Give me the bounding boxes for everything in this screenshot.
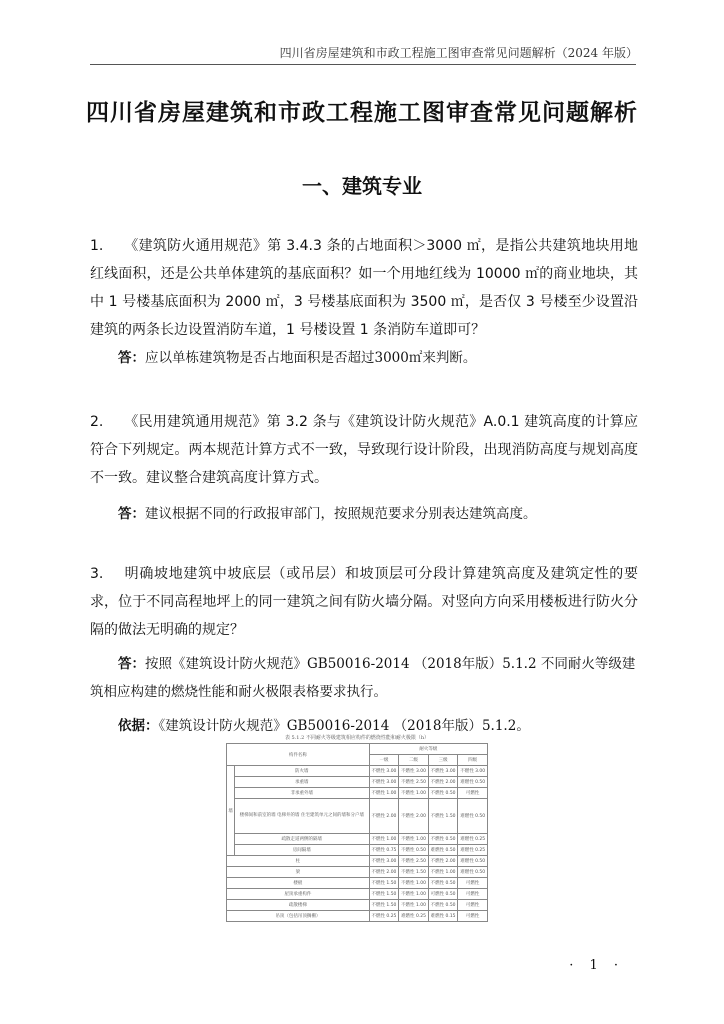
table-cell: 难燃性 0.50 (458, 799, 488, 834)
table-cell: 可燃性 (458, 788, 488, 799)
table-cell: 不燃性 1.00 (369, 788, 399, 799)
table-grade-3: 三级 (428, 755, 458, 766)
document-title: 四川省房屋建筑和市政工程施工图审查常见问题解析 (86, 100, 638, 126)
table-cell: 可燃性 (458, 900, 488, 911)
table-head-grade: 耐火等级 (369, 744, 487, 755)
table-cell: 难燃性 0.50 (458, 777, 488, 788)
table-cell: 不燃性 0.50 (428, 834, 458, 845)
table-cell: 不燃性 2.50 (399, 856, 429, 867)
section-heading: 一、建筑专业 (302, 174, 422, 198)
table-cell: 不燃性 3.00 (428, 766, 458, 777)
table-grade-4: 四级 (458, 755, 488, 766)
table-row (227, 788, 488, 799)
header-divider (90, 64, 636, 65)
table-cell: 不燃性 3.00 (458, 766, 488, 777)
table-cell: 不燃性 3.00 (399, 766, 429, 777)
table-cell: 不燃性 0.50 (399, 845, 429, 856)
table-cell: 不燃性 0.25 (369, 911, 399, 922)
table-row-name: 非承重外墙 (234, 788, 369, 799)
table-row (227, 834, 488, 845)
table-cell: 不燃性 2.00 (428, 777, 458, 788)
table-cell: 难燃性 0.25 (399, 911, 429, 922)
table-cell: 不燃性 1.00 (399, 834, 429, 845)
table-cell: 可燃性 (458, 911, 488, 922)
table-cell: 不燃性 0.50 (428, 788, 458, 799)
question-3-text: 明确坡地建筑中坡底层（或吊层）和坡顶层可分段计算建筑高度及建筑定性的要求，位于不同高程地坪上的同一建筑之间有防火墙分隔。对竖向方向采用楼板进行防火分隔的做法无明确的规定？ (90, 566, 638, 638)
answer-3 (90, 650, 638, 706)
table-row (227, 878, 488, 889)
table-cell: 不燃性 1.00 (369, 834, 399, 845)
table-cell: 不燃性 1.50 (369, 889, 399, 900)
table-row (227, 900, 488, 911)
table-cell: 可燃性 (458, 878, 488, 889)
basis-3 (118, 714, 530, 734)
table-cell: 不燃性 3.00 (369, 777, 399, 788)
question-1-text: 《建筑防火通用规范》第 3.4.3 条的占地面积＞3000 ㎡，是指公共建筑地块用地红线面积，还是公共单体建筑的基底面积？如一个用地红线为 10000 ㎡的商业地块，其中 1 号楼基底面积为 2000 ㎡，3 号楼基底面积为 3500 ㎡，是否仅 3 号楼至少设置沿建筑的两条长边设置消防车道，1 号楼设置 1 条消防车道即可？ (90, 238, 638, 338)
table-cell: 不燃性 0.75 (369, 845, 399, 856)
table-cell: 不燃性 1.00 (399, 889, 429, 900)
table-row-name: 吊顶（包括吊顶搁栅） (227, 911, 370, 922)
table-cell: 不燃性 3.00 (369, 766, 399, 777)
table-cell: 不燃性 1.00 (399, 788, 429, 799)
page-number: · 1 · (569, 958, 624, 973)
table-cell: 不燃性 0.50 (428, 900, 458, 911)
question-2 (90, 408, 638, 492)
table-row (227, 856, 488, 867)
table-cell: 不燃性 1.00 (399, 878, 429, 889)
table-caption: 表 5.1.2 不同耐火等级建筑相应构件的燃烧性能和耐火极限（h） (284, 735, 430, 741)
table-row-name: 疏散走道两侧的隔墙 (234, 834, 369, 845)
table-row-name: 疏散楼梯 (227, 900, 370, 911)
table-row-name: 柱 (227, 856, 370, 867)
table-cell: 不燃性 1.00 (399, 900, 429, 911)
table-cell: 难燃性 0.15 (428, 911, 458, 922)
table-cell: 难燃性 0.50 (458, 867, 488, 878)
answer-3-label: 答： (118, 656, 145, 672)
answer-3-text: 按照《建筑设计防火规范》GB50016-2014 （2018年版）5.1.2 不同耐火等级建筑相应构建的燃烧性能和耐火极限表格要求执行。 (90, 656, 636, 700)
table-cell: 不燃性 2.00 (399, 799, 429, 834)
table-cell: 不燃性 1.50 (369, 878, 399, 889)
table-cell: 不燃性 0.50 (428, 878, 458, 889)
table-group-label: 墙 (227, 766, 235, 856)
table-cell: 难燃性 0.50 (458, 856, 488, 867)
answer-2-text: 建议根据不同的行政报审部门，按照规范要求分别表达建筑高度。 (145, 506, 537, 522)
question-2-number: 2. (90, 414, 104, 430)
table-cell: 不燃性 2.00 (428, 856, 458, 867)
table-grade-1: 一级 (369, 755, 399, 766)
question-1-number: 1. (90, 238, 104, 254)
table-cell: 可燃性 0.50 (428, 889, 458, 900)
basis-3-label: 依据： (118, 718, 159, 734)
table-cell: 不燃性 1.50 (428, 799, 458, 834)
answer-1 (118, 344, 638, 372)
table-cell: 不燃性 3.00 (369, 856, 399, 867)
table-row-name: 屋顶承重构件 (227, 889, 370, 900)
table-cell: 不燃性 2.00 (369, 799, 399, 834)
answer-2-label: 答： (118, 506, 145, 522)
table-row (227, 766, 488, 777)
table-cell: 不燃性 1.00 (428, 867, 458, 878)
table-row-name: 承重墙 (234, 777, 369, 788)
basis-3-text: 《建筑设计防火规范》GB50016-2014 （2018年版）5.1.2。 (158, 718, 530, 734)
fire-rating-table-image (226, 734, 488, 932)
table-row (227, 911, 488, 922)
table-head-row (227, 744, 488, 755)
question-3-number: 3. (90, 566, 104, 582)
table-cell: 不燃性 1.50 (399, 867, 429, 878)
table-row (227, 867, 488, 878)
answer-1-label: 答： (118, 350, 145, 366)
table-cell: 可燃性 (458, 889, 488, 900)
table-row (227, 845, 488, 856)
running-header: 四川省房屋建筑和市政工程施工图审查常见问题解析（2024 年版） (279, 46, 638, 60)
table-cell: 难燃性 0.25 (458, 834, 488, 845)
table-row (227, 777, 488, 788)
table-cell: 不燃性 2.50 (399, 777, 429, 788)
answer-2 (118, 500, 638, 528)
answer-1-text: 应以单栋建筑物是否占地面积是否超过3000㎡来判断。 (145, 350, 477, 366)
table-row (227, 799, 488, 834)
table-head-component: 构件名称 (227, 744, 370, 766)
question-1 (90, 232, 638, 344)
table-cell: 不燃性 1.50 (369, 900, 399, 911)
table-cell: 难燃性 0.50 (428, 845, 458, 856)
question-2-text: 《民用建筑通用规范》第 3.2 条与《建筑设计防火规范》A.0.1 建筑高度的计算应符合下列规定。两本规范计算方式不一致，导致现行设计阶段，出现消防高度与规划高度不一致。建议整合建筑高度计算方式。 (90, 414, 638, 486)
fire-rating-table (226, 743, 488, 922)
question-3 (90, 560, 638, 644)
table-row-name: 梁 (227, 867, 370, 878)
table-row (227, 889, 488, 900)
table-body (227, 766, 488, 922)
table-grade-2: 二级 (399, 755, 429, 766)
table-row-name: 楼板 (227, 878, 370, 889)
table-cell: 难燃性 0.25 (458, 845, 488, 856)
table-row-name: 防火墙 (234, 766, 369, 777)
table-row-name: 楼梯间和前室的墙 电梯井的墙 住宅建筑单元之间的墙和分户墙 (234, 799, 369, 834)
table-cell: 不燃性 2.00 (369, 867, 399, 878)
table-row-name: 房间隔墙 (234, 845, 369, 856)
